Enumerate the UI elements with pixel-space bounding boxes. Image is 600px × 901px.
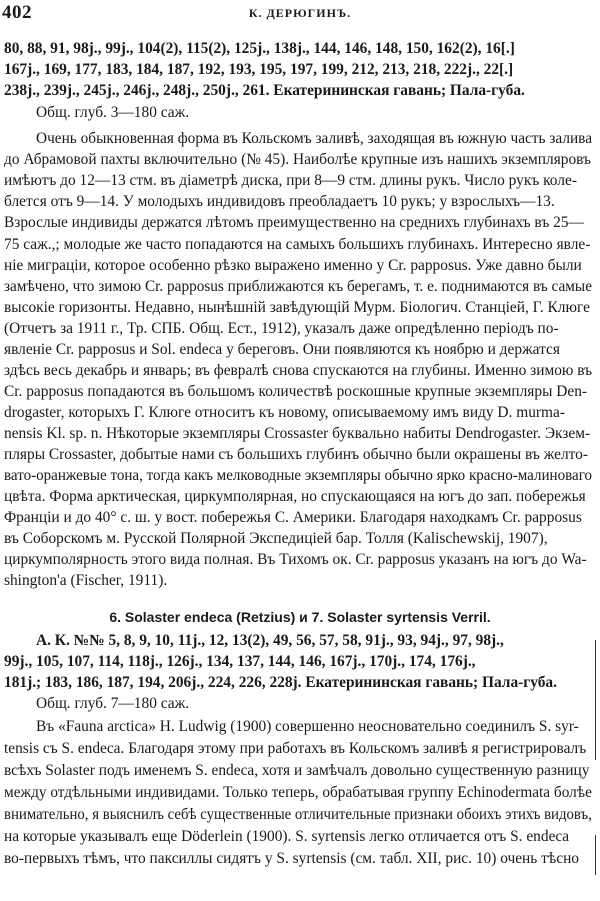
margin-rule [595, 640, 596, 760]
depth-range: Общ. глуб. 3—180 саж. [36, 104, 190, 121]
text-line: Очень обыкновенная форма въ Кольскомъ заливѣ, заходящая въ южную часть залива [36, 130, 593, 147]
text-line: замѣчено, что зимою Cr. papposus приближаются къ берегамъ, т. е. поднимаются въ самые [4, 278, 592, 295]
text-line: высокіе горизонты. Недавно, нынѣшній завѣдующій Мурм. Біологич. Станціей, Г. Клюге [4, 299, 590, 316]
text-line: tensis съ S. endeca. Благодаря этому при работахъ въ Кольскомъ заливѣ я регистрировалъ [4, 740, 587, 757]
text-line: въ Соборскомъ м. Русской Полярной Экспедиціей бар. Толля (Kalischewskij, 1907), [4, 530, 548, 547]
text-line: циркумполярность этого вида полная. Въ Тихомъ ок. Cr. papposus указанъ на югъ до Wa- [4, 551, 587, 568]
text-line: цвѣта. Форма арктическая, циркумполярная, но спускающаяся на югъ до зап. побережья [4, 488, 586, 505]
page-header [0, 2, 600, 24]
text-line: drogaster, которыхъ Г. Клюге относитъ къ новому, описываемому имъ виду D. murma- [4, 404, 565, 421]
text-line: до Абрамовой пахты включительно (№ 45). Наиболѣе крупные изъ нашихъ экземпляровъ [4, 151, 592, 168]
text-line: пляры Crossaster, добытые нами съ большихъ глубинъ обычно были окрашены въ желто- [4, 446, 588, 463]
text-line: (Отчетъ за 1911 г., Тр. СПБ. Общ. Ест., 1912), указалъ даже опредѣленно періодъ по- [4, 320, 559, 337]
text-line: shington'a (Fischer, 1911). [4, 572, 168, 589]
text-line: здѣсь весь декабрь и январь; въ февралѣ снова спускаются на глубины. Именно зимою въ [4, 362, 593, 379]
text-line: на которые указывалъ еще Döderlein (1900). S. syrtensis легко отличается отъ S. endeca [4, 828, 570, 845]
text-line: Франціи и до 40° с. ш. у вост. побережья С. Америки. Благодаря находкамъ Cr. papposus [4, 509, 582, 526]
station-line: 99j., 105, 107, 114, 118j., 126j., 134, 137, 144, 146, 167j., 170j., 174, 176j., [4, 653, 476, 670]
text-line: nensis Kl. sp. n. Нѣкоторые экземпляры Crossaster буквально набиты Dendrogaster. Экзем- [4, 425, 591, 442]
text-line: явленіе Cr. papposus и Sol. endeca у береговъ. Они появляются къ ноябрю и держатся [4, 341, 560, 358]
text-line: Въ «Fauna arctica» H. Ludwig (1900) совершенно неосновательно соединилъ S. syr- [36, 718, 579, 735]
text-line: вато-оранжевые тона, тогда какъ мелководные экземпляры обычно ярко красно-малиноваго [4, 467, 593, 484]
text-line: Взрослые индивиды держатся лѣтомъ преимущественно на среднихъ глубинахъ въ 25— [4, 214, 584, 231]
text-line: Cr. papposus попадаются въ большомъ количествѣ роскошные крупные экземпляры Den- [4, 383, 588, 400]
text-line: 75 саж.,; молодые же часто попадаются на самыхъ большихъ глубинахъ. Интересно явле- [4, 236, 591, 253]
text-line: между отдѣльными индивидами. Только теперь, обрабатывая группу Echinodermata болѣе [4, 784, 592, 801]
text-line: ніе миграціи, которое особенно рѣзко выражено именно у Cr. papposus. Уже давно были [4, 257, 582, 274]
station-line: 167j., 169, 177, 183, 184, 187, 192, 193, 195, 197, 199, 212, 213, 218, 222j., 22[.] [4, 61, 514, 78]
text-line: имѣютъ до 12—13 стм. въ діаметрѣ диска, при 8—9 стм. длины рукъ. Число рукъ коле- [4, 172, 577, 189]
depth-range: Общ. глуб. 7—180 саж. [36, 695, 190, 712]
text-line: во-первыхъ тѣмъ, что паксиллы сидятъ у S. syrtensis (см. табл. XII, рис. 10) очень тѣсно [4, 850, 580, 867]
page-number: 402 [2, 2, 32, 23]
station-line: 238j., 239j., 245j., 246j., 248j., 250j., 261. Екатерининская гавань; Пала-губа. [4, 82, 525, 99]
text-line: всѣхъ Solaster подъ именемъ S. endeca, хотя и замѣчалъ довольно существенную разницу [4, 762, 590, 779]
margin-rule [595, 835, 596, 875]
station-line: А. К. №№ 5, 8, 9, 10, 11j., 12, 13(2), 49, 56, 57, 58, 91j., 93, 94j., 97, 98j., [36, 632, 504, 649]
station-line: 80, 88, 91, 98j., 99j., 104(2), 115(2), 125j., 138j., 144, 146, 148, 150, 162(2), 16[.] [4, 40, 515, 57]
station-line: 181j.; 183, 186, 187, 194, 206j., 224, 226, 228j. Екатерининская гавань; Пала-губа. [4, 674, 557, 691]
text-line: блется отъ 9—14. У молодыхъ индивидовъ преобладаетъ 10 рукъ; у взрослыхъ—13. [4, 193, 555, 210]
running-head: К. ДЕРЮГИНЪ. [248, 6, 352, 20]
text-line: внимательно, я выяснилъ себѣ существенные отличительные признаки обоихъ этихъ видовъ, [4, 806, 592, 823]
section-heading: 6. Solaster endeca (Retzius) и 7. Solaster syrtensis Verril. [109, 609, 491, 625]
